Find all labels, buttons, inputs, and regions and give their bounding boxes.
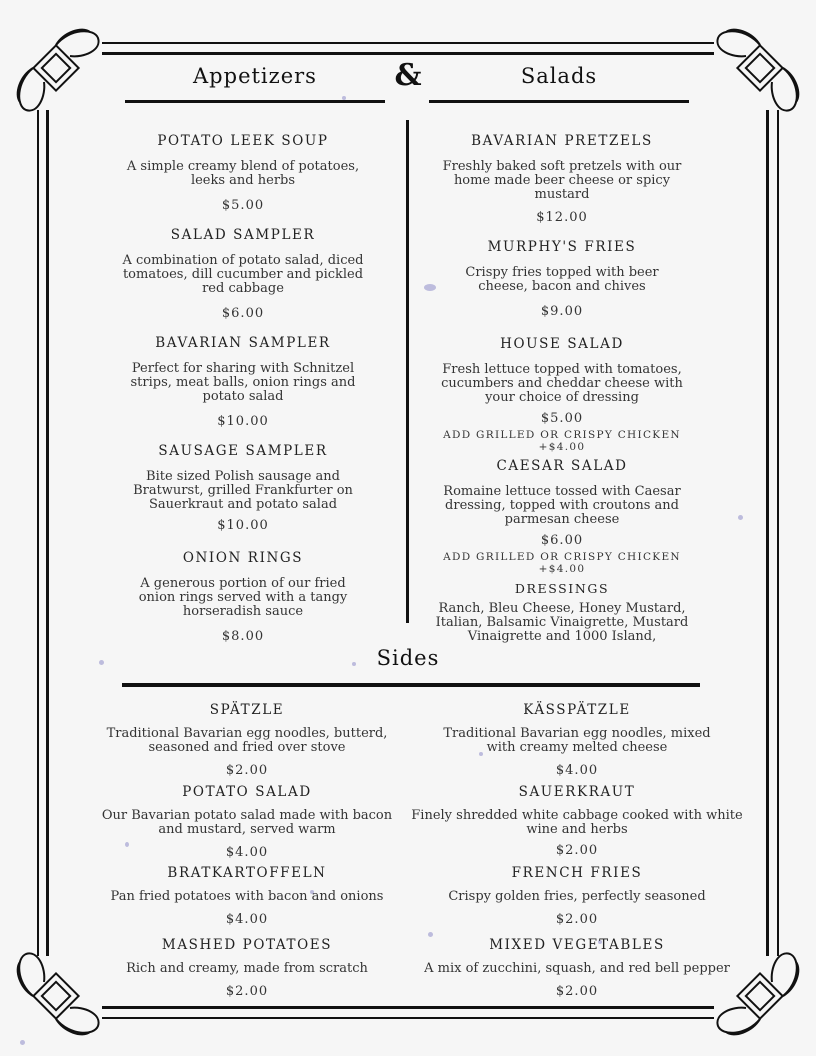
item-price: $2.00 — [555, 912, 599, 927]
item-description: Traditional Bavarian egg noodles, butterd, seasoned and fried over stove — [106, 726, 388, 755]
item-name: BAVARIAN PRETZELS — [471, 133, 653, 149]
item-name: SPÄTZLE — [209, 702, 285, 718]
menu-item — [410, 936, 744, 999]
item-name: SAUSAGE SAMPLER — [158, 443, 328, 459]
item-price: $10.00 — [217, 414, 269, 429]
left-border-line — [37, 110, 39, 956]
corner-ornament-icon — [10, 950, 102, 1042]
item-price: $9.00 — [540, 304, 584, 319]
item-description: Crispy golden fries, perfectly seasoned — [448, 889, 706, 904]
menu-item — [410, 864, 744, 927]
item-price: $6.00 — [221, 306, 265, 321]
item-name: ONION RINGS — [182, 550, 304, 566]
item-addon: ADD GRILLED OR CRISPY CHICKEN +$4.00 — [443, 551, 681, 575]
menu-item — [100, 936, 394, 999]
item-name: MASHED POTATOES — [161, 937, 333, 953]
right-border-line — [766, 110, 769, 956]
item-name: BRATKARTOFFELN — [167, 865, 327, 881]
item-price: $5.00 — [221, 198, 265, 213]
item-description: Freshly baked soft pretzels with our home made beer cheese or spicy mustard — [442, 159, 682, 202]
item-price: $8.00 — [221, 629, 265, 644]
item-name: MURPHY'S FRIES — [487, 239, 637, 255]
item-name: POTATO LEEK SOUP — [157, 133, 329, 149]
item-addon: ADD GRILLED OR CRISPY CHICKEN +$4.00 — [443, 429, 681, 453]
item-description: Romaine lettuce tossed with Caesar dressing, topped with croutons and parmesan cheese — [443, 484, 681, 527]
item-price: $4.00 — [225, 912, 269, 927]
salads-heading: Salads — [520, 64, 598, 88]
ampersand-heading: & — [394, 58, 422, 93]
item-price: $4.00 — [555, 763, 599, 778]
item-description: Pan fried potatoes with bacon and onions — [110, 889, 384, 904]
menu-item — [100, 864, 394, 927]
item-name: FRENCH FRIES — [511, 865, 643, 881]
item-price: $4.00 — [225, 845, 269, 860]
item-name: POTATO SALAD — [182, 784, 312, 800]
item-description: Fresh lettuce topped with tomatoes, cucumbers and cheddar cheese with your choice of dressing — [441, 362, 683, 405]
item-description: A simple creamy blend of potatoes, leeks and herbs — [126, 159, 360, 188]
right-border-line — [777, 110, 779, 956]
appetizers-heading: Appetizers — [193, 64, 317, 88]
menu-item — [410, 701, 744, 778]
item-description: Perfect for sharing with Schnitzel strips, meat balls, onion rings and potato salad — [130, 361, 356, 404]
column-divider — [406, 120, 409, 623]
item-name: KÄSSPÄTZLE — [523, 702, 631, 718]
item-price: $10.00 — [217, 518, 269, 533]
item-name: SALAD SAMPLER — [170, 227, 316, 243]
item-description: Ranch, Bleu Cheese, Honey Mustard, Italian, Balsamic Vinaigrette, Mustard Vinaigrette and 1000 Island, — [435, 601, 689, 644]
item-price: $2.00 — [225, 984, 269, 999]
item-price: $5.00 — [540, 411, 584, 426]
item-description: Traditional Bavarian egg noodles, mixed with creamy melted cheese — [443, 726, 711, 755]
item-price: $2.00 — [555, 984, 599, 999]
item-description: Finely shredded white cabbage cooked with white wine and herbs — [411, 808, 743, 837]
item-name: DRESSINGS — [514, 581, 610, 596]
item-name: MIXED VEGETABLES — [489, 937, 665, 953]
sides-right-column — [410, 0, 744, 1056]
item-description: Rich and creamy, made from scratch — [126, 961, 368, 976]
item-name: CAESAR SALAD — [496, 458, 628, 474]
item-name: SAUERKRAUT — [518, 784, 636, 800]
item-price: $2.00 — [555, 843, 599, 858]
item-description: Our Bavarian potato salad made with bacon and mustard, served warm — [101, 808, 393, 837]
sides-left-column — [100, 0, 394, 1056]
item-description: Crispy fries topped with beer cheese, bacon and chives — [465, 265, 659, 294]
item-name: HOUSE SALAD — [500, 336, 624, 352]
menu-item — [410, 783, 744, 858]
item-price: $12.00 — [536, 210, 588, 225]
item-price: $6.00 — [540, 533, 584, 548]
item-description: A mix of zucchini, squash, and red bell pepper — [424, 961, 730, 976]
corner-ornament-icon — [10, 22, 102, 114]
item-price: $2.00 — [225, 763, 269, 778]
menu-item — [100, 783, 394, 860]
item-description: A combination of potato salad, diced tomatoes, dill cucumber and pickled red cabbage — [122, 253, 364, 296]
left-border-line — [46, 110, 49, 956]
item-name: BAVARIAN SAMPLER — [155, 335, 331, 351]
item-description: A generous portion of our fried onion rings served with a tangy horseradish sauce — [138, 576, 348, 619]
menu-item — [100, 701, 394, 778]
sides-heading: Sides — [376, 646, 440, 670]
item-description: Bite sized Polish sausage and Bratwurst, grilled Frankfurter on Sauerkraut and potato salad — [133, 469, 353, 512]
